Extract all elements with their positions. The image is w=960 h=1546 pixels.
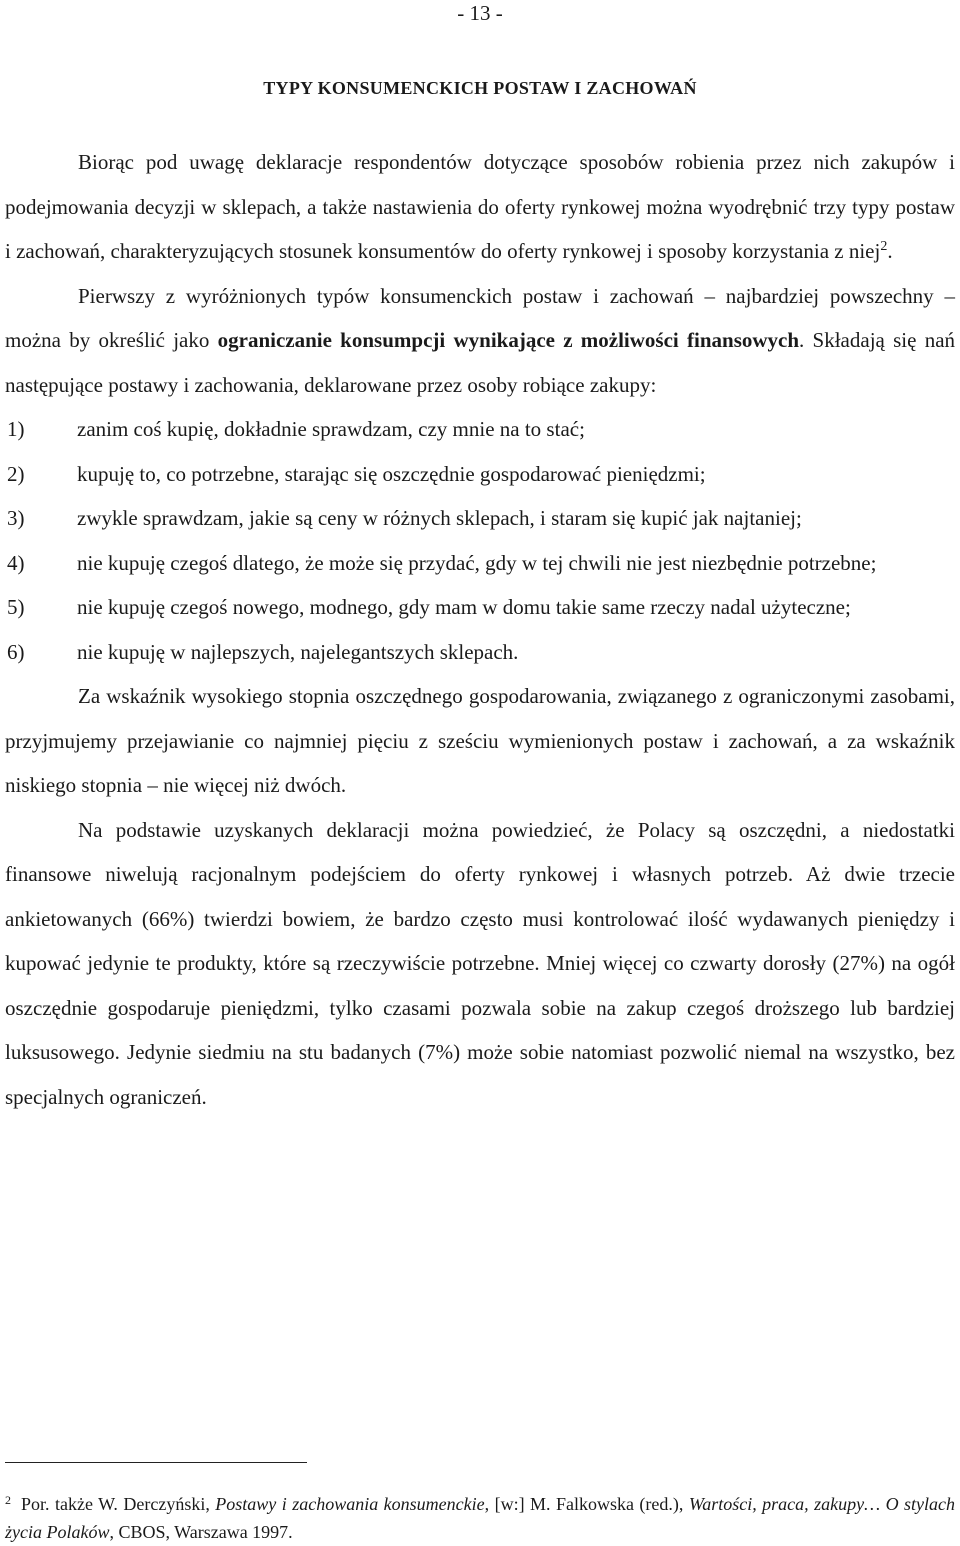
paragraph-intro-end: . [887, 239, 893, 263]
footnote-separator [5, 1462, 307, 1463]
footnote-title-2: Wartości, praca, zakupy… O stylach życia Polaków [5, 1494, 956, 1542]
list-item-number: 5) [7, 595, 25, 619]
page-number: - 13 - [457, 1, 503, 25]
list-item [5, 585, 955, 630]
list-item-text: nie kupuję czegoś nowego, modnego, gdy mam w domu takie same rzeczy nadal użyteczne; [77, 595, 851, 619]
paragraph-first-type-emphasis: ograniczanie konsumpcji wynikające z możliwości finansowych [217, 328, 800, 352]
footnote-text-b: , [w:] M. Falkowska (red.), [484, 1494, 689, 1514]
paragraph-conclusions: Na podstawie uzyskanych deklaracji można powiedzieć, że Polacy są oszczędni, a niedostatki finansowe niwelują racjonalnym podejściem do oferty rynkowej i własnych potrzeb. Aż dwie trzecie ankietowanych (66%) twierdzi bowiem, że bardzo często musi kontrolować ilość wydawanych pieniędzy i kupować jedynie te produkty, które są rzeczywiście potrzebne. Mniej więcej co czwarty dorosły (27%) na ogół oszczędnie gospodaruje pieniędzmi, tylko czasami pozwala sobie na zakup czegoś droższego lub bardziej luksusowego. Jedynie siedmiu na stu badanych (7%) może sobie natomiast pozwolić niemal na wszystko, bez specjalnych ograniczeń. [5, 817, 955, 1109]
footnote [5, 1490, 955, 1546]
list-item-number: 4) [7, 550, 25, 575]
list-item-number: 2) [7, 461, 25, 486]
list-item [5, 452, 955, 497]
section-title: TYPY KONSUMENCKICH POSTAW I ZACHOWAŃ [263, 78, 697, 98]
paragraph-first-type-b: . Składają się nań następujące postawy i zachowania, deklarowane przez osoby robiące zakupy: [5, 328, 956, 397]
footnote-mark: 2 [5, 1493, 11, 1507]
paragraph-first-type-a: Pierwszy z wyróżnionych typów konsumenckich postaw i zachowań – najbardziej powszechny – można by określić jako [5, 283, 955, 352]
list-item [5, 407, 955, 452]
list-item [5, 630, 955, 675]
footnote-text-a: Por. także W. Derczyński, [21, 1494, 216, 1514]
paragraph-indicator: Za wskaźnik wysokiego stopnia oszczędnego gospodarowania, związanego z ograniczonymi zasobami, przyjmujemy przejawianie co najmniej pięciu z sześciu wymienionych postaw i zachowań, a za wskaźnik niskiego stopnia – nie więcej niż dwóch. [5, 684, 955, 797]
list-item [5, 496, 955, 541]
list-item-text: nie kupuję czegoś dlatego, że może się przydać, gdy w tej chwili nie jest niezbędnie potrzebne; [77, 550, 877, 575]
footnote-text-c: , CBOS, Warszawa 1997. [109, 1522, 293, 1542]
footnote-ref: 2 [880, 239, 888, 254]
list-item [5, 541, 955, 586]
paragraph-first-type [5, 274, 955, 408]
list-item-text: kupuję to, co potrzebne, starając się oszczędnie gospodarować pieniędzmi; [77, 461, 706, 486]
paragraph-intro-text: Biorąc pod uwagę deklaracje respondentów dotyczące sposobów robienia przez nich zakupów i podejmowania decyzji w sklepach, a także nastawienia do oferty rynkowej można wyodrębnić trzy typy postaw i zachowań, charakteryzujących stosunek konsumentów do oferty rynkowej i sposoby korzystania z niej [5, 150, 955, 263]
list-item-number: 6) [7, 639, 25, 664]
list-item-text: zwykle sprawdzam, jakie są ceny w różnych sklepach, i staram się kupić jak najtaniej; [77, 506, 802, 530]
main-text [5, 140, 955, 1119]
list-item-number: 3) [7, 506, 25, 530]
list-item-text: nie kupuję w najlepszych, najelegantszych sklepach. [77, 639, 519, 664]
list-item-text: zanim coś kupię, dokładnie sprawdzam, czy mnie na to stać; [77, 417, 585, 441]
attitudes-list [5, 407, 955, 674]
list-item-number: 1) [7, 417, 25, 441]
footnote-title-1: Postawy i zachowania konsumenckie [215, 1494, 485, 1514]
paragraph-intro [5, 140, 955, 274]
